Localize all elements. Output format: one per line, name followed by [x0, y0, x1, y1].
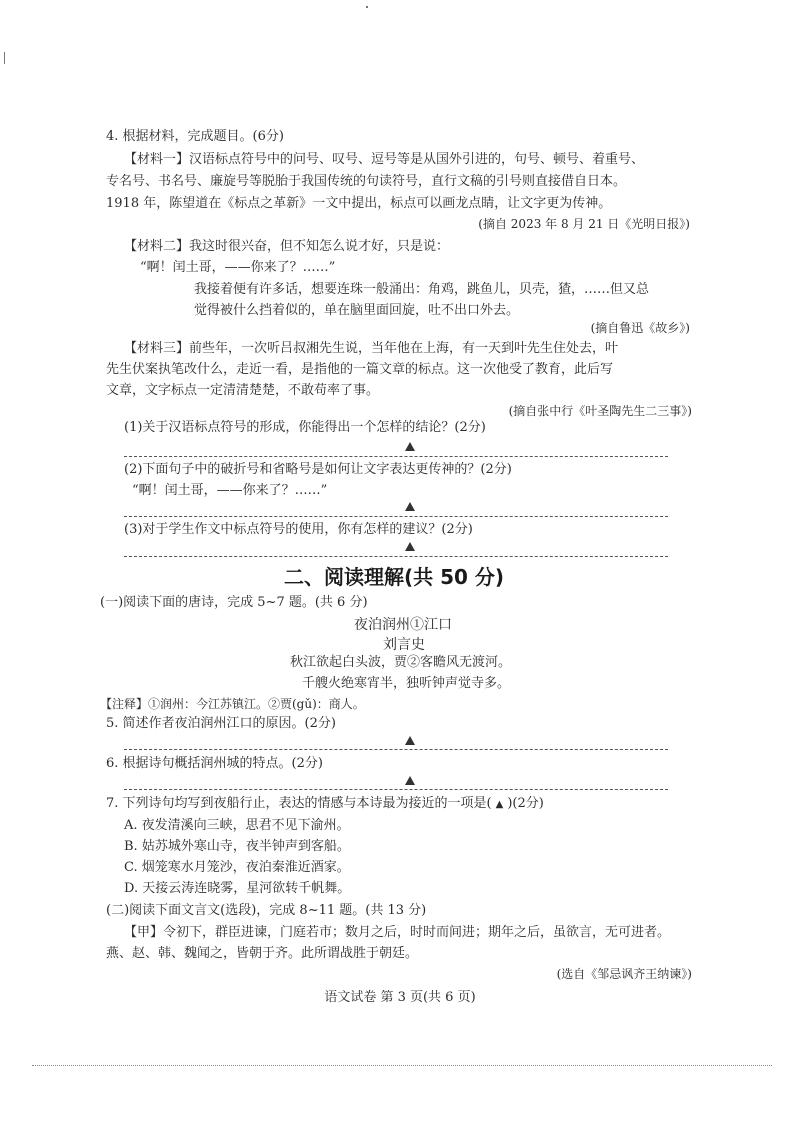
q7-option-c[interactable]: C. 烟笼寒水月笼沙，夜泊秦淮近酒家。	[124, 860, 350, 875]
scan-mark	[4, 52, 5, 64]
material-1-line: 【材料一】汉语标点符号中的问号、叹号、逗号等是从国外引进的，句号、顿号、着重号、	[124, 152, 645, 167]
material-2-line: 【材料二】我这时很兴奋，但不知怎么说才好，只是说：	[124, 239, 450, 254]
answer-line[interactable]	[124, 556, 668, 557]
part1-intro: (一)阅读下面的唐诗，完成 5~7 题。(共 6 分)	[100, 595, 368, 610]
answer-marker-icon: ▲	[495, 799, 504, 810]
material-2-source: (摘自鲁迅《故乡》)	[590, 321, 690, 335]
answer-marker-icon	[405, 776, 415, 785]
page-footer: 语文试卷 第 3 页(共 6 页)	[324, 990, 476, 1005]
q5-text: 5. 简述作者夜泊润州江口的原因。(2分)	[106, 716, 336, 731]
answer-line[interactable]	[124, 749, 668, 750]
scan-mark	[366, 6, 368, 8]
scan-edge-line	[32, 1065, 772, 1066]
q6-text: 6. 根据诗句概括润州城的特点。(2分)	[106, 756, 323, 771]
material-3-line: 文章，文字标点一定清清楚楚，不敢苟率了事。	[106, 383, 380, 398]
material-2-line: 觉得被什么挡着似的，单在脑里面回旋，吐不出口外去。	[194, 303, 520, 318]
answer-marker-icon	[405, 736, 415, 745]
answer-line[interactable]	[124, 789, 668, 790]
material-2-line: “啊！闰土哥，——你来了？……”	[140, 260, 336, 275]
material-3-line: 先生伏案执笔改什么，走近一看，是指他的一篇文章的标点。这一次他受了教育，此后写	[106, 362, 614, 377]
section-title: 二、阅读理解(共 50 分)	[284, 565, 505, 589]
poem-line: 秋江欲起白头波，贾②客瞻风无渡河。	[290, 655, 512, 670]
q7-tail: )(2分)	[507, 796, 544, 811]
part2-intro: (二)阅读下面文言文(选段)，完成 8~11 题。(共 13 分)	[106, 903, 427, 918]
q7-text	[106, 796, 544, 813]
poem-line: 千艘火绝寒宵半，独听钟声觉寺多。	[302, 676, 511, 691]
q7-option-a[interactable]: A. 夜发清溪向三峡，思君不见下渝州。	[124, 818, 350, 833]
answer-line[interactable]	[124, 516, 668, 517]
q7-option-b[interactable]: B. 姑苏城外寒山寺，夜半钟声到客船。	[124, 839, 350, 854]
answer-line[interactable]	[124, 456, 668, 457]
answer-marker-icon	[405, 542, 415, 551]
material-1-line: 专名号、书名号、廉旋号等脱胎于我国传统的句读符号，直行文稿的引号则直接借自日本。	[106, 174, 627, 189]
poem-title: 夜泊润州①江口	[354, 617, 452, 633]
poem-note: 【注释】①润州：今江苏镇江。②贾(gǔ)：商人。	[100, 697, 365, 711]
q4-heading: 4. 根据材料，完成题目。(6分)	[106, 129, 284, 144]
q4-sub2-quote: “啊！闰土哥，——你来了？……”	[132, 483, 328, 498]
material-1-source: (摘自 2023 年 8 月 21 日《光明日报》)	[478, 217, 690, 231]
poem-author: 刘言史	[383, 637, 425, 653]
material-3-source: (摘自张中行《叶圣陶先生二三事》)	[508, 404, 692, 418]
classical-text-source: (选自《邹忌讽齐王纳谏》)	[556, 967, 692, 981]
classical-text-line: 【甲】令初下，群臣进谏，门庭若市；数月之后，时时而间进；期年之后，虽欲言，无可进者。	[124, 925, 671, 940]
q7-stem: 7. 下列诗句均写到夜船行止，表达的情感与本诗最为接近的一项是(	[106, 796, 492, 811]
material-2-line: 我接着便有许多话，想要连珠一般涌出：角鸡，跳鱼儿，贝壳，猹，……但又总	[194, 282, 650, 297]
q4-sub2: (2)下面句子中的破折号和省略号是如何让文字表达更传神的？(2分)	[124, 462, 512, 477]
material-3-line: 【材料三】前些年，一次听吕叔湘先生说，当年他在上海，有一天到叶先生住处去，叶	[124, 341, 619, 356]
answer-marker-icon	[405, 442, 415, 451]
answer-marker-icon	[405, 502, 415, 511]
q7-option-d[interactable]: D. 天接云涛连晓雾，星河欲转千帆舞。	[124, 881, 351, 896]
q4-sub3: (3)对于学生作文中标点符号的使用，你有怎样的建议？(2分)	[124, 522, 473, 537]
classical-text-line: 燕、赵、韩、魏闻之，皆朝于齐。此所谓战胜于朝廷。	[106, 946, 419, 961]
material-1-line: 1918 年，陈望道在《标点之革新》一文中提出，标点可以画龙点睛，让文字更为传神。	[106, 196, 612, 211]
q4-sub1: (1)关于汉语标点符号的形成，你能得出一个怎样的结论？(2分)	[124, 420, 486, 435]
